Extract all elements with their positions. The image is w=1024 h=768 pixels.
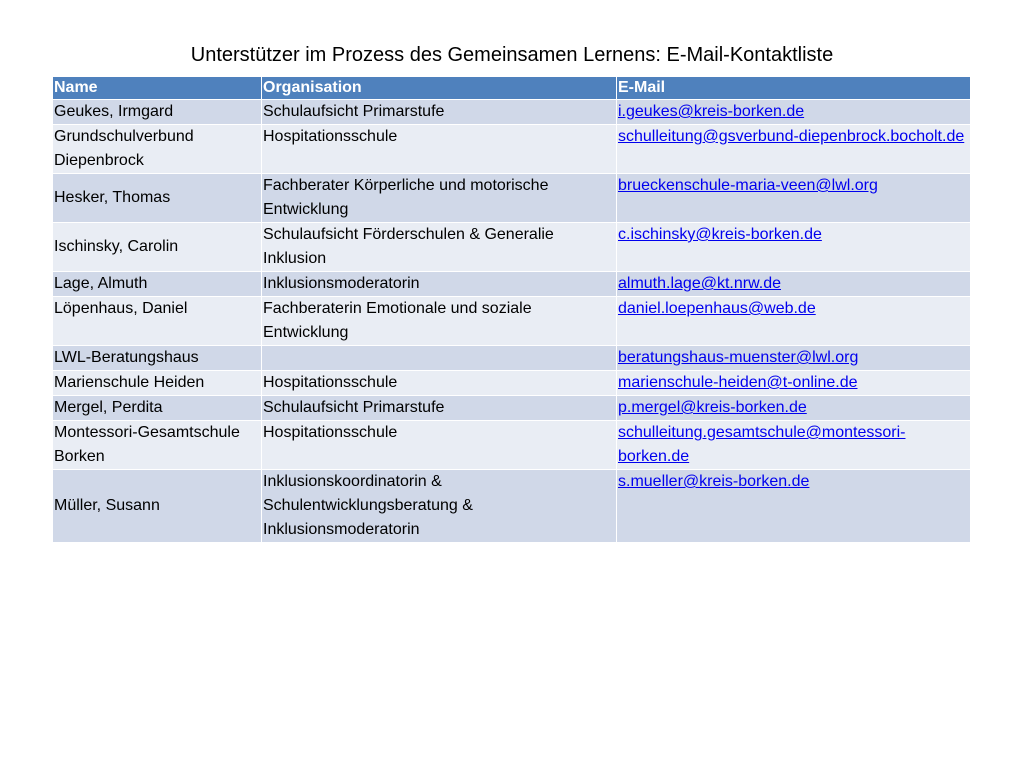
email-link[interactable]: brueckenschule-maria-veen@lwl.org	[618, 177, 878, 194]
email-link[interactable]: schulleitung@gsverbund-diepenbrock.bocholt.de	[618, 128, 965, 145]
email-cell	[617, 125, 971, 174]
email-link[interactable]: c.ischinsky@kreis-borken.de	[618, 226, 822, 243]
name-cell: Hesker, Thomas	[53, 174, 262, 223]
email-link[interactable]: schulleitung.gesamtschule@montessori-borken.de	[618, 424, 906, 465]
email-link[interactable]: p.mergel@kreis-borken.de	[618, 399, 807, 416]
table-row	[53, 371, 971, 396]
name-cell: Lage, Almuth	[53, 272, 262, 297]
name-text: Grundschulverbund Diepenbrock	[54, 128, 194, 169]
table-row	[53, 396, 971, 421]
organisation-cell: Fachberater Körperliche und motorische Entwicklung	[262, 174, 617, 223]
name-cell: Müller, Susann	[53, 470, 262, 543]
table-row	[53, 421, 971, 470]
email-cell	[617, 223, 971, 272]
name-cell: Geukes, Irmgard	[53, 100, 262, 125]
organisation-cell: Schulaufsicht Primarstufe	[262, 396, 617, 421]
email-link[interactable]: beratungshaus-muenster@lwl.org	[618, 349, 859, 366]
email-cell	[617, 421, 971, 470]
organisation-cell: Inklusionsmoderatorin	[262, 272, 617, 297]
table-row	[53, 174, 971, 223]
table-row	[53, 272, 971, 297]
name-cell: Marienschule Heiden	[53, 371, 262, 396]
organisation-cell	[262, 346, 617, 371]
email-link[interactable]: almuth.lage@kt.nrw.de	[618, 275, 781, 292]
email-cell	[617, 470, 971, 543]
table-row	[53, 346, 971, 371]
email-cell	[617, 396, 971, 421]
name-cell: Montessori-Gesamtschule Borken	[53, 421, 262, 470]
organisation-cell: Fachberaterin Emotionale und soziale Entwicklung	[262, 297, 617, 346]
organisation-cell: Schulaufsicht Förderschulen & Generalie Inklusion	[262, 223, 617, 272]
name-cell	[53, 125, 262, 174]
email-link[interactable]: i.geukes@kreis-borken.de	[618, 103, 805, 120]
email-cell	[617, 297, 971, 346]
email-cell	[617, 174, 971, 223]
organisation-cell: Hospitationsschule	[262, 371, 617, 396]
table-header-row	[53, 77, 971, 100]
table-row	[53, 223, 971, 272]
name-cell: LWL-Beratungshaus	[53, 346, 262, 371]
page-title: Unterstützer im Prozess des Gemeinsamen Lernens: E-Mail-Kontaktliste	[190, 44, 834, 66]
email-cell	[617, 371, 971, 396]
contact-table	[52, 76, 971, 543]
table-row	[53, 297, 971, 346]
organisation-cell: Schulaufsicht Primarstufe	[262, 100, 617, 125]
organisation-cell: Inklusionskoordinatorin & Schulentwicklungsberatung & Inklusionsmoderatorin	[262, 470, 617, 543]
email-link[interactable]: s.mueller@kreis-borken.de	[618, 473, 810, 490]
email-cell	[617, 100, 971, 125]
table-row	[53, 125, 971, 174]
email-link[interactable]: marienschule-heiden@t-online.de	[618, 374, 858, 391]
table-row	[53, 470, 971, 543]
email-cell	[617, 272, 971, 297]
name-cell: Ischinsky, Carolin	[53, 223, 262, 272]
organisation-cell: Hospitationsschule	[262, 421, 617, 470]
email-cell	[617, 346, 971, 371]
table-row	[53, 100, 971, 125]
name-cell: Löpenhaus, Daniel	[53, 297, 262, 346]
column-header-name: Name	[53, 77, 262, 100]
name-cell: Mergel, Perdita	[53, 396, 262, 421]
column-header-email: E-Mail	[617, 77, 971, 100]
email-link[interactable]: daniel.loepenhaus@web.de	[618, 300, 816, 317]
column-header-organisation: Organisation	[262, 77, 617, 100]
organisation-cell: Hospitationsschule	[262, 125, 617, 174]
